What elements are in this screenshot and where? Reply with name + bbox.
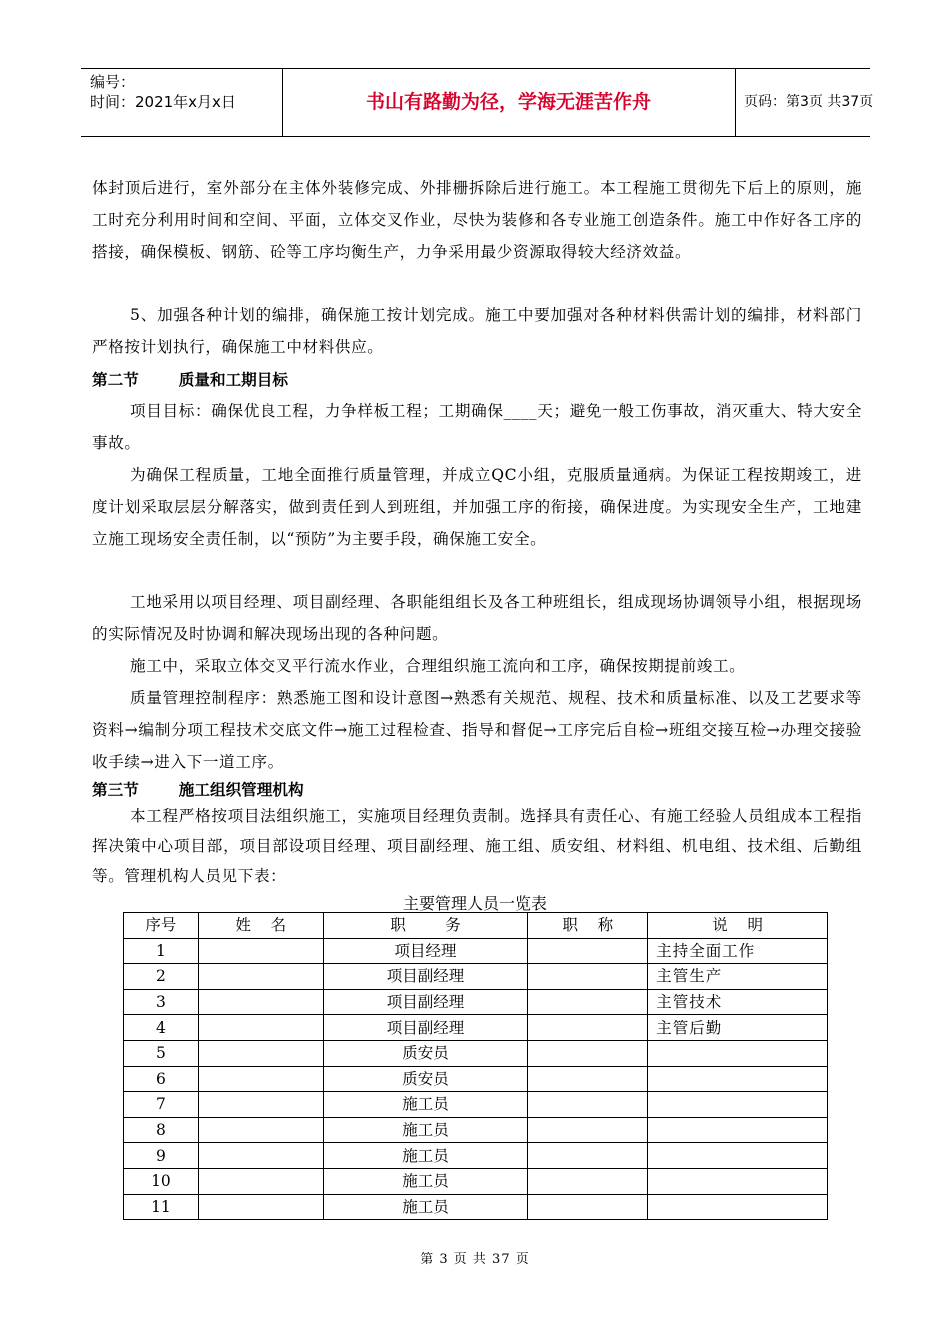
cell-position: 项目副经理	[323, 1015, 528, 1041]
cell-name	[198, 1040, 323, 1066]
table-row	[124, 1117, 828, 1143]
cell-num: 9	[124, 1143, 199, 1169]
table-row	[124, 1040, 828, 1066]
header-position: 职 务	[323, 913, 528, 939]
cell-title	[528, 1040, 648, 1066]
cell-name	[198, 989, 323, 1015]
page-footer: 第 3 页 共 37 页	[420, 1252, 530, 1267]
cell-note: 主管后勤	[648, 1015, 828, 1041]
cell-num: 1	[124, 938, 199, 964]
cell-position: 施工员	[323, 1168, 528, 1194]
header-note: 说 明	[648, 913, 828, 939]
section-number: 第二节	[92, 371, 139, 389]
cell-note	[648, 1092, 828, 1118]
cell-position: 施工员	[323, 1194, 528, 1220]
cell-num: 5	[124, 1040, 199, 1066]
code-label: 编号：	[90, 73, 136, 91]
cell-position: 项目副经理	[323, 989, 528, 1015]
cell-position: 施工员	[323, 1092, 528, 1118]
page-header	[81, 68, 874, 137]
cell-num: 10	[124, 1168, 199, 1194]
table-caption: 主要管理人员一览表	[402, 894, 547, 913]
cell-name	[198, 1194, 323, 1220]
paragraph-project-goals: 项目目标：确保优良工程，力争样板工程；工期确保____天；避免一般工伤事故，消灭重大、特大安全事故。	[92, 402, 862, 452]
paragraph-parallel-work: 施工中，采取立体交叉平行流水作业，合理组织施工流向和工序，确保按期提前竣工。	[130, 657, 746, 675]
cell-name	[198, 1092, 323, 1118]
cell-num: 3	[124, 989, 199, 1015]
header-title: 职 称	[528, 913, 648, 939]
cell-position: 项目副经理	[323, 964, 528, 990]
table-row	[124, 989, 828, 1015]
paragraph-quality-management: 为确保工程质量，工地全面推行质量管理，并成立QC小组，克服质量通病。为保证工程按期竣工，进度计划采取层层分解落实，做到责任到人到班组，并加强工序的衔接，确保进度。为实现安全生产，工地建立施工现场安全责任制，以“预防”为主要手段，确保施工安全。	[92, 466, 862, 548]
cell-name	[198, 1143, 323, 1169]
table-row	[124, 1194, 828, 1220]
cell-position: 施工员	[323, 1143, 528, 1169]
cell-note	[648, 1194, 828, 1220]
header-num: 序号	[124, 913, 199, 939]
cell-note: 主管技术	[648, 989, 828, 1015]
cell-num: 4	[124, 1015, 199, 1041]
staff-table	[123, 912, 828, 1220]
cell-num: 2	[124, 964, 199, 990]
cell-title	[528, 1015, 648, 1041]
paragraph-quality-procedure: 质量管理控制程序：熟悉施工图和设计意图→熟悉有关规范、规程、技术和质量标准、以及工艺要求等资料→编制分项工程技术交底文件→施工过程检查、指导和督促→工序完后自检→班组交接互检→办理交接验收手续→进入下一道工序。	[92, 689, 862, 771]
cell-position: 质安员	[323, 1066, 528, 1092]
header-page-label: 页码：第3页 共37页	[744, 94, 874, 110]
section-title: 施工组织管理机构	[178, 781, 304, 799]
table-header-row	[124, 913, 828, 939]
paragraph-organization: 本工程严格按项目法组织施工，实施项目经理负责制。选择具有责任心、有施工经验人员组成本工程指挥决策中心项目部，项目部设项目经理、项目副经理、施工组、质安组、材料组、机电组、技术组、后勤组等。管理机构人员见下表：	[92, 807, 862, 885]
cell-note	[648, 1117, 828, 1143]
cell-title	[528, 989, 648, 1015]
cell-num: 8	[124, 1117, 199, 1143]
cell-title	[528, 964, 648, 990]
cell-note	[648, 1066, 828, 1092]
cell-title	[528, 1168, 648, 1194]
cell-note	[648, 1168, 828, 1194]
table-row	[124, 1066, 828, 1092]
cell-num: 6	[124, 1066, 199, 1092]
cell-title	[528, 1143, 648, 1169]
paragraph-planning: 5、加强各种计划的编排，确保施工按计划完成。施工中要加强对各种材料供需计划的编排，材料部门严格按计划执行，确保施工中材料供应。	[92, 306, 862, 356]
section-heading-quality	[92, 368, 288, 392]
table-row	[124, 1168, 828, 1194]
table-row	[124, 964, 828, 990]
cell-name	[198, 964, 323, 990]
cell-title	[528, 1194, 648, 1220]
paragraph-coordination-team: 工地采用以项目经理、项目副经理、各职能组组长及各工种班组长，组成现场协调领导小组，根据现场的实际情况及时协调和解决现场出现的各种问题。	[92, 593, 862, 643]
header-name: 姓 名	[198, 913, 323, 939]
table-row	[124, 938, 828, 964]
cell-title	[528, 938, 648, 964]
cell-note	[648, 1040, 828, 1066]
cell-position: 施工员	[323, 1117, 528, 1143]
cell-note: 主管生产	[648, 964, 828, 990]
section-number: 第三节	[92, 781, 139, 799]
cell-note	[648, 1143, 828, 1169]
cell-name	[198, 938, 323, 964]
cell-name	[198, 1066, 323, 1092]
table-row	[124, 1015, 828, 1041]
cell-name	[198, 1117, 323, 1143]
cell-num: 7	[124, 1092, 199, 1118]
cell-note: 主持全面工作	[648, 938, 828, 964]
cell-title	[528, 1092, 648, 1118]
paragraph-construction-sequence: 体封顶后进行，室外部分在主体外装修完成、外排栅拆除后进行施工。本工程施工贯彻先下后上的原则，施工时充分利用时间和空间、平面，立体交叉作业，尽快为装修和各专业施工创造条件。施工中作好各工序的搭接，确保模板、钢筋、砼等工序均衡生产，力争采用最少资源取得较大经济效益。	[92, 179, 862, 261]
cell-num: 11	[124, 1194, 199, 1220]
cell-name	[198, 1015, 323, 1041]
section-heading-organization	[92, 778, 304, 802]
table-row	[124, 1143, 828, 1169]
table-row	[124, 1092, 828, 1118]
cell-name	[198, 1168, 323, 1194]
cell-position: 项目经理	[323, 938, 528, 964]
cell-title	[528, 1066, 648, 1092]
header-meta	[81, 69, 283, 136]
cell-title	[528, 1117, 648, 1143]
time-label: 时间：2021年x月x日	[90, 93, 236, 111]
header-motto: 书山有路勤为径，学海无涯苦作舟	[282, 69, 736, 136]
section-title: 质量和工期目标	[178, 371, 288, 389]
cell-position: 质安员	[323, 1040, 528, 1066]
